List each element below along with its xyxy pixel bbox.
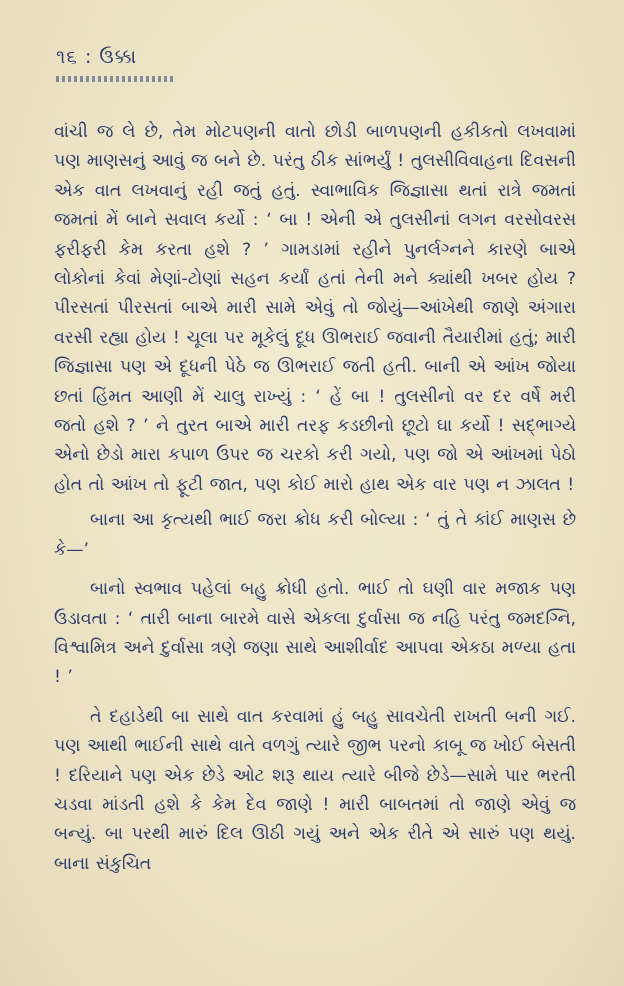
paragraph-2: બાના આ કૃત્યથી ભાઈ જરા ક્રોધ કરી બોલ્યા : ‘ તું તે કાંઈ માણસ છે કે—’ [54,510,576,560]
header-ornament-rule [56,76,174,82]
paragraph-3: બાનો સ્વભાવ પહેલાં બહુ ક્રોધી હતો. ભાઈ તો ઘણી વાર મજાક પણ ઉડાવતા : ‘ તારી બાના બારમે વાસે એકલા દુર્વાસા જ નહિ પરંતુ જમદગ્નિ, વિશ્વામિત્ર અને દુર્વાસા ત્રણે જણા સાથે આશીર્વાદ આપવા એકઠા મળ્યા હતા ! ’ [54,579,576,688]
paragraph-4: તે દહાડેથી બા સાથે વાત કરવામાં હું બહુ સાવચેતી રાખતી બની ગઈ. પણ આથી ભાઈની સાથે વાતે વળગું ત્યારે જીભ પરનો કાબૂ જ ખોઈ બેસતી ! દરિયાને પણ એક છેડે ઓટ શરૂ થાય ત્યારે બીજે છેડે—સામે પાર ભરતી ચડવા માંડતી હશે કે કેમ દેવ જાણે ! મારી બાબતમાં તો જાણે એવું જ બન્યું. બા પરથી મારું દિલ ઊઠી ગયું અને એક રીતે એ સારું પણ થયું. બાના સંકુચિત [54,706,576,874]
running-head: ૧૬ : ઉક્કા [56,46,138,68]
paragraph-1: વાંચી જ લે છે, તેમ મોટપણની વાતો છોડી બાળપણની હકીકતો લખવામાં પણ માણસનું આવું જ બને છે. પરંતુ ઠીક સાંભર્યું ! તુલસીવિવાહના દિવસની એક વાત લખવાનું રહી જતું હતું. સ્વાભાવિક જિજ્ઞાસા થતાં રાત્રે જમતાં જમતાં મેં બાને સવાલ કર્યો : ‘ બા ! એની એ તુલસીનાં લગન વરસોવરસ ફરીફરી કેમ કરતા હશે ? ’ ગામડામાં રહીને પુનર્લગ્નને કારણે બાએ લોકોનાં કેવાં મેણાં-ટોણાં સહન કર્યાં હતાં તેની મને ક્યાંથી ખબર હોય ? પીરસતાં પીરસતાં બાએ મારી સામે એવું તો જોયું—આંખેથી જાણે અંગારા વરસી રહ્યા હોય ! ચૂલા પર મૂકેલું દૂધ ઊભરાઈ જવાની તૈયારીમાં હતું; મારી જિજ્ઞાસા પણ એ દૂધની પેઠે જ ઊભરાઈ જતી હતી. બાની એ આંખ જોયા છતાં હિંમત આણી મેં ચાલુ રાખ્યું : ‘ હેં બા ! તુલસીનો વર દર વર્ષે મરી જતો હશે ? ’ ને તુરત બાએ મારી તરફ કડછીનો છૂટો ઘા કર્યો ! સદ્ભાગ્યે એનો છેડો મારા કપાળ ઉપર જ ચરકો કરી ગયો, પણ જો એ આંખમાં પેઠો હોત તો આંખ તો ફૂટી જાત, પણ કોઈ મારો હાથ એક વાર પણ ન ઝાલત ! [54,122,576,495]
